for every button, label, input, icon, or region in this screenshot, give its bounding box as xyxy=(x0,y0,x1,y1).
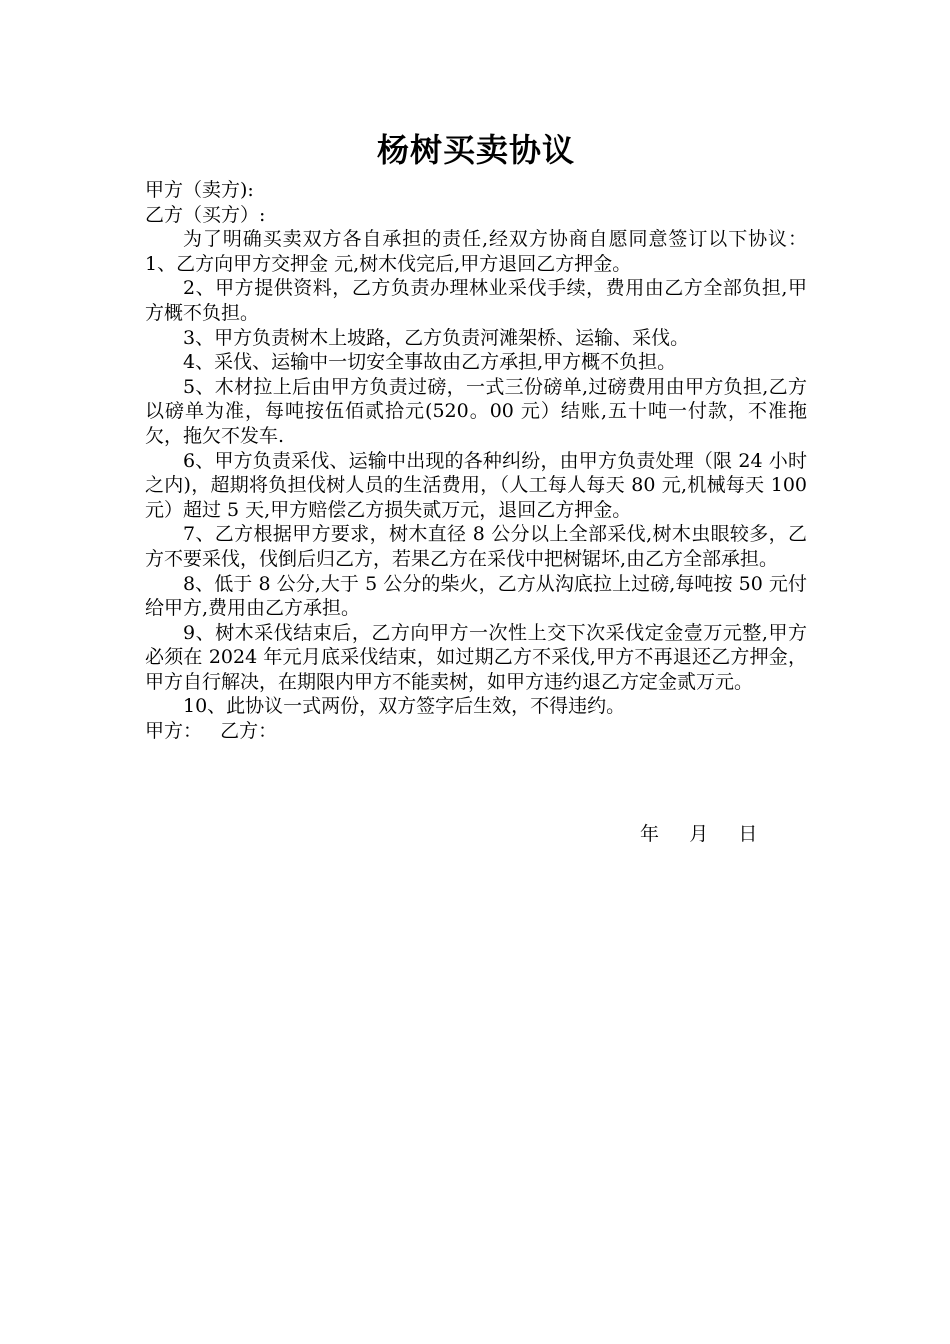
clause-paragraph: 5、木材拉上后由甲方负责过磅，一式三份磅单,过磅费用由甲方负担,乙方以磅单为准，每吨按伍佰贰拾元(520。00 元）结账,五十吨一付款，不准拖欠，拖欠不发车. xyxy=(145,375,807,447)
clause-paragraph: 2、甲方提供资料，乙方负责办理林业采伐手续，费用由乙方全部负担,甲方概不负担。 xyxy=(145,277,807,324)
document-title: 杨树买卖协议 xyxy=(376,131,575,169)
clause-paragraph: 9、树木采伐结束后，乙方向甲方一次性上交下次采伐定金壹万元整,甲方必须在 2024 年元月底采伐结束，如过期乙方不采伐,甲方不再退还乙方押金，甲方自行解决，在期限内甲方不能卖树，如甲方违约退乙方定金贰万元。 xyxy=(145,621,807,693)
party-a-label: 甲方（卖方): xyxy=(145,179,254,201)
clause-paragraph: 4、采伐、运输中一切安全事故由乙方承担,甲方概不负担。 xyxy=(183,351,677,374)
clause-paragraph: 6、甲方负责采伐、运输中出现的各种纠纷，由甲方负责处理（限 24 小时之内)，超期将负担伐树人员的生活费用，（人工每人每天 80 元,机械每天 100 元）超过 5 天,甲方赔偿乙方损失贰万元，退回乙方押金。 xyxy=(145,449,807,521)
signature-line: 甲方： 乙方： xyxy=(145,720,278,743)
clause-paragraph: 10、此协议一式两份，双方签字后生效，不得违约。 xyxy=(183,695,626,718)
party-b-label: 乙方（买方）: xyxy=(145,203,266,226)
date-line: 年 月 日 xyxy=(640,823,758,845)
clause-paragraph: 7、乙方根据甲方要求，树木直径 8 公分以上全部采伐,树木虫眼较多，乙方不要采伐，伐倒后归乙方，若果乙方在采伐中把树锯坏,由乙方全部承担。 xyxy=(145,523,807,570)
clause-paragraph: 3、甲方负责树木上坡路，乙方负责河滩架桥、运输、采伐。 xyxy=(183,326,690,349)
clause-paragraph: 8、低于 8 公分,大于 5 公分的柴火，乙方从沟底拉上过磅,每吨按 50 元付给甲方,费用由乙方承担。 xyxy=(145,572,807,620)
agreement-body xyxy=(145,128,807,744)
clause-paragraph: 为了明确买卖双方各自承担的责任,经双方协商自愿同意签订以下协议：1、乙方向甲方交押金 元,树木伐完后,甲方退回乙方押金。 xyxy=(145,228,807,275)
